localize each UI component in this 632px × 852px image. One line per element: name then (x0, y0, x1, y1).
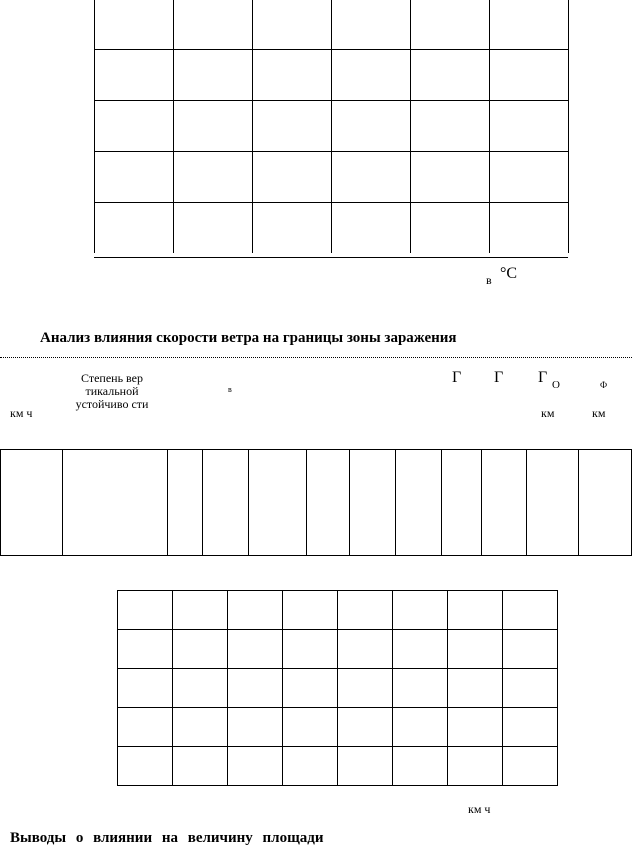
table-top-rule (0, 357, 632, 358)
analysis-heading: Анализ влияния скорости ветра на границы зоны заражения (40, 330, 457, 346)
analysis-table (0, 357, 632, 557)
col-phi-label: Ф (600, 380, 608, 390)
table-bottom-border (0, 555, 632, 556)
col-g2-label: Г (494, 369, 504, 386)
col-speed-unit: км ч (10, 406, 33, 420)
col-g1-label: Г (452, 369, 462, 386)
bottom-chart-unit: км ч (468, 802, 491, 816)
col3-label: в (228, 385, 232, 394)
top-chart-baseline (94, 257, 568, 258)
col-stability-label: Степень вер тикальной устойчиво сти (75, 371, 149, 411)
col-g0-label: Г (538, 369, 548, 386)
conclusion-heading: Выводы о влиянии на величину площади (10, 830, 324, 846)
top-chart-grid (94, 0, 569, 253)
bottom-chart-grid (117, 590, 558, 786)
col-phi-unit: км (592, 406, 606, 420)
col-g0-subscript: О (552, 379, 560, 391)
col-g0-unit: км (541, 406, 555, 420)
table-header-divider (0, 449, 632, 450)
top-chart-unit: °C (500, 265, 518, 282)
top-chart-unit-prefix: в (486, 273, 492, 287)
